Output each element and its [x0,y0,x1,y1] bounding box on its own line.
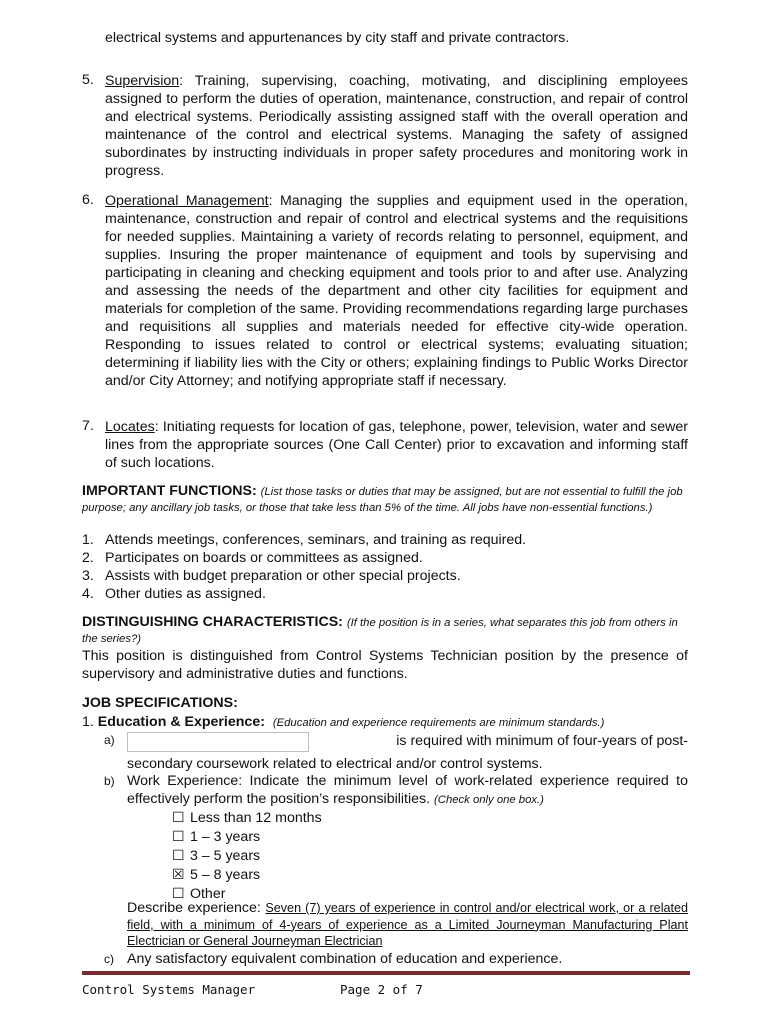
option-3-5-years[interactable]: ☐ 3 – 5 years [172,847,261,864]
item-number: 5. [82,72,94,88]
footer-divider [82,971,690,975]
item-b-text: Work Experience: Indicate the minimum level of work-related experience required to effectively perform the position’s responsibilities. (Check only one box.) [127,773,688,807]
item-a-line [127,732,688,753]
item-title: Operational Management [105,193,269,209]
option-less-than-12-months[interactable]: ☐ Less than 12 months [172,809,322,826]
describe-experience: Describe experience: Seven (7) years of experience in control and/or electrical work, or a related field, with a minimum of 4-years of experience as a Limited Journeyman Manufacturing Plant Electrician or General Journeyman Electrician [127,900,688,948]
checkbox-icon[interactable]: ☐ [172,847,185,863]
duty-item-7 [82,418,688,472]
option-5-8-years[interactable]: ☒ 5 – 8 years [172,866,261,883]
list-item: 2. Participates on boards or committees as assigned. [82,550,423,566]
footer-title: Control Systems Manager [82,982,256,997]
item-text: : Training, supervising, coaching, motivating, and disciplining employees assigned to perform the duties of operation, maintenance, construction, and repair of control and electrical systems. Periodically assisting assigned staff with the overall operation and maintenance of the control and electrical systems. Managing the safety of assigned subordinates by instructing individuals in proper safety procedures and monitoring work in progress. [105,73,688,179]
describe-experience-value[interactable]: Seven (7) years of experience in control and/or electrical work, or a related field, with a minimum of 4-years of experience as a Limited Journeyman Manufacturing Plant Electrician or General Journeyman Electrician [127,901,688,948]
item-b-label: b) [104,774,115,788]
list-item: 3. Assists with budget preparation or other special projects. [82,568,461,584]
item-c-text: Any satisfactory equivalent combination of education and experience. [127,951,563,967]
item-c-label: c) [104,952,114,966]
item-title: Supervision [105,73,180,89]
important-functions-section [82,484,688,516]
item-number: 6. [82,192,94,208]
checkbox-icon[interactable]: ☐ [172,809,185,825]
checkbox-icon[interactable]: ☐ [172,828,185,844]
continuation-text: electrical systems and appurtenances by city staff and private contractors. [105,30,570,46]
item-number: 7. [82,418,94,434]
checkbox-icon[interactable]: ☐ [172,885,185,901]
item-text: : Initiating requests for location of gas, telephone, power, television, water and sewer lines from the appropriate sources (One Call Center) prior to excavation and informing staff of such locations. [105,419,688,471]
option-1-3-years[interactable]: ☐ 1 – 3 years [172,828,261,845]
distinguishing-text: This position is distinguished from Control Systems Technician position by the presence of supervisory and administrative duties and functions. [82,648,688,682]
distinguishing-section [82,615,688,647]
important-functions-heading: IMPORTANT FUNCTIONS: [82,483,257,499]
duty-item-6 [82,192,688,390]
option-other[interactable]: ☐ Other [172,885,226,902]
footer-page-number: Page 2 of 7 [340,982,423,997]
check-one-note: (Check only one box.) [434,794,544,806]
item-text: : Managing the supplies and equipment used in the operation, maintenance, construction and repair of control and electrical systems and the requisitions for needed supplies. Maintaining a variety of records relating to personnel, equipment, and supplies. Insuring the proper maintenance of equipment and tools by supervising and participating in cleaning and checking equipment and tools prior to and after use. Analyzing and assessing the needs of the department and other city facilities for equipment and materials for completion of the same. Providing recommendations regarding large purchases and requisitions all supplies and materials needed for effective city-wide operation. Responding to issues related to control or electrical systems; evaluating situation; determining if liability lies with the City or others; explaining findings to Public Works Director and/or City Attorney; and notifying appropriate staff if necessary. [105,193,688,389]
list-item: 1. Attends meetings, conferences, seminars, and training as required. [82,532,527,548]
list-item: 4. Other duties as assigned. [82,586,266,602]
item-a-text: is required with minimum of four-years of post- [396,733,688,749]
item-a-label: a) [104,733,115,747]
checked-checkbox-icon[interactable]: ☒ [172,866,185,882]
education-experience-note: (Education and experience requirements are minimum standards.) [272,717,605,729]
job-specifications-heading: JOB SPECIFICATIONS: [82,695,238,711]
education-experience-line: 1. Education & Experience: (Education and experience requirements are minimum standards.) [82,714,605,730]
education-experience-title: Education & Experience: [97,714,265,730]
item-a-text-continued: secondary coursework related to electrical and/or control systems. [127,756,543,772]
duty-item-5 [82,72,688,180]
distinguishing-heading: DISTINGUISHING CHARACTERISTICS: [82,614,343,630]
distinguishing-note: (If the position is in a series, what separates this job from others in the series?) [82,617,678,645]
item-title: Locates [105,419,155,435]
education-input[interactable] [127,732,309,752]
experience-options [172,808,322,903]
important-functions-note: (List those tasks or duties that may be assigned, but are not essential to fulfill the job purpose; any ancillary job tasks, or those that take less than 5% of the time. All jobs have non-essential functions.) [82,486,683,514]
